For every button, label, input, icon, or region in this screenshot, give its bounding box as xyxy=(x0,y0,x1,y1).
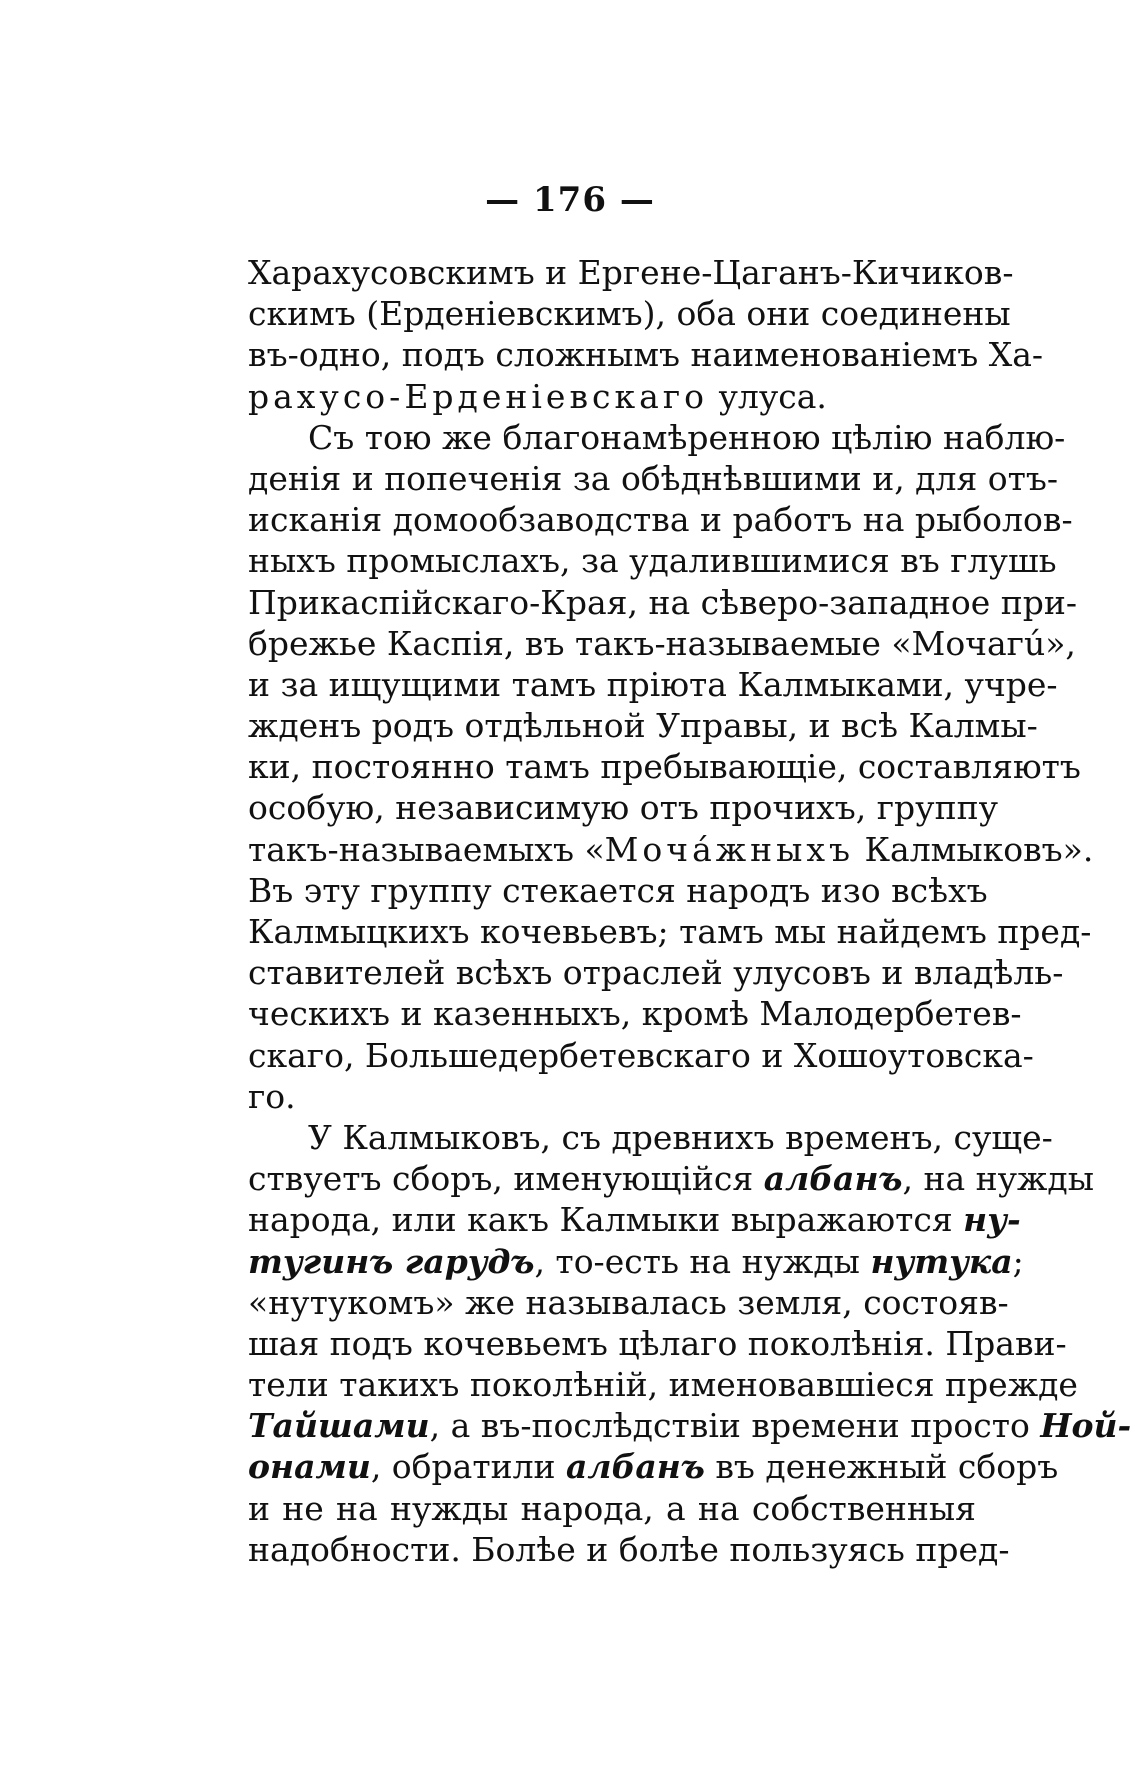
text-line: Съ тою же благонамѣренною цѣлiю наблю- xyxy=(308,417,1066,457)
text-line xyxy=(248,1158,1094,1199)
text-line: го. xyxy=(248,1076,296,1116)
italic-term: Ной- xyxy=(1040,1406,1132,1446)
text-line: исканiя домообзаводства и работъ на рыболов- xyxy=(248,500,1073,540)
text-span: такъ-называемыхъ « xyxy=(248,829,605,869)
text-span: ствуетъ сборъ, именующiйся xyxy=(248,1159,764,1199)
italic-term: нутука xyxy=(870,1241,1013,1281)
text-line: ныхъ промыслахъ, за удалившимися въ глушь xyxy=(248,541,1057,581)
text-line xyxy=(248,1199,1021,1240)
text-line: и не на нужды народа, а на собственныя xyxy=(248,1488,976,1528)
spaced-text: Моча́жныхъ xyxy=(604,829,855,869)
italic-term: Тайшами xyxy=(248,1406,430,1446)
italic-term: тугинъ гарудъ xyxy=(248,1241,535,1281)
text-line: денiя и попеченiя за обѣднѣвшими и, для отъ- xyxy=(248,458,1059,498)
text-line: скимъ (Ерденiевскимъ), оба они соединены xyxy=(248,294,1011,334)
text-line: брежье Каспiя, въ такъ-называемые «Мочагú», xyxy=(248,623,1076,663)
text-span: , на нужды xyxy=(902,1159,1094,1199)
text-line xyxy=(248,829,1094,870)
text-line: особую, независимую отъ прочихъ, группу xyxy=(248,788,998,828)
text-line: скаго, Большедербетевскаго и Хошоутовска- xyxy=(248,1035,1034,1075)
text-span: улуса. xyxy=(707,376,827,416)
text-line: шая подъ кочевьемъ цѣлаго поколѣнiя. Прави- xyxy=(248,1323,1067,1363)
body-text xyxy=(248,252,1132,1570)
text-span: , обратили xyxy=(370,1447,567,1487)
text-line: ческихъ и казенныхъ, кромѣ Малодербетев- xyxy=(248,994,1022,1034)
text-line: ки, постоянно тамъ пребывающiе, составляютъ xyxy=(248,747,1081,787)
spaced-text: рахусо-Ерденiевскаго xyxy=(248,376,708,416)
text-line: жденъ родъ отдѣльной Управы, и всѣ Калмы- xyxy=(248,706,1038,746)
text-line xyxy=(248,1405,1132,1446)
text-line xyxy=(248,376,976,417)
text-line xyxy=(248,1241,1024,1282)
text-line: Въ эту группу стекается народъ изо всѣхъ xyxy=(248,870,988,910)
text-span: въ денежный сборъ xyxy=(704,1447,1059,1487)
italic-term: албанъ xyxy=(566,1447,705,1487)
text-line: надобности. Болѣе и болѣе пользуясь пред- xyxy=(248,1529,1010,1569)
text-span: ; xyxy=(1012,1241,1024,1281)
text-line xyxy=(248,1446,1059,1487)
text-line: и за ищущими тамъ прiюта Калмыками, учре- xyxy=(248,664,1058,704)
text-line: ставителей всѣхъ отраслей улусовъ и владѣль- xyxy=(248,953,1064,993)
text-line: «нутукомъ» же называлась земля, состояв- xyxy=(248,1282,1009,1322)
text-line: Харахусовскимъ и Ергене-Цаганъ-Кичиков- xyxy=(248,253,1014,292)
italic-term: онами xyxy=(248,1447,371,1487)
text-line: въ-одно, подъ сложнымъ наименованiемъ Ха- xyxy=(248,335,1044,375)
text-span: народа, или какъ Калмыки выражаются xyxy=(248,1200,964,1240)
text-span: , а въ-послѣдствiи времени просто xyxy=(429,1406,1041,1446)
page-number: — 176 — xyxy=(485,180,655,220)
text-span: Калмыковъ». xyxy=(854,829,1094,869)
text-line: Калмыцкихъ кочевьевъ; тамъ мы найдемъ пред- xyxy=(248,912,1092,951)
italic-term: албанъ xyxy=(763,1159,903,1199)
text-line: Прикаспiйскаго-Края, на сѣверо-западное при- xyxy=(248,582,1078,622)
italic-term: ну- xyxy=(963,1200,1021,1240)
text-line: тели такихъ поколѣнiй, именовавшiеся прежде xyxy=(248,1365,1078,1405)
text-line: У Калмыковъ, съ древнихъ временъ, суще- xyxy=(308,1117,1053,1157)
text-span: , то-есть на нужды xyxy=(534,1241,871,1281)
